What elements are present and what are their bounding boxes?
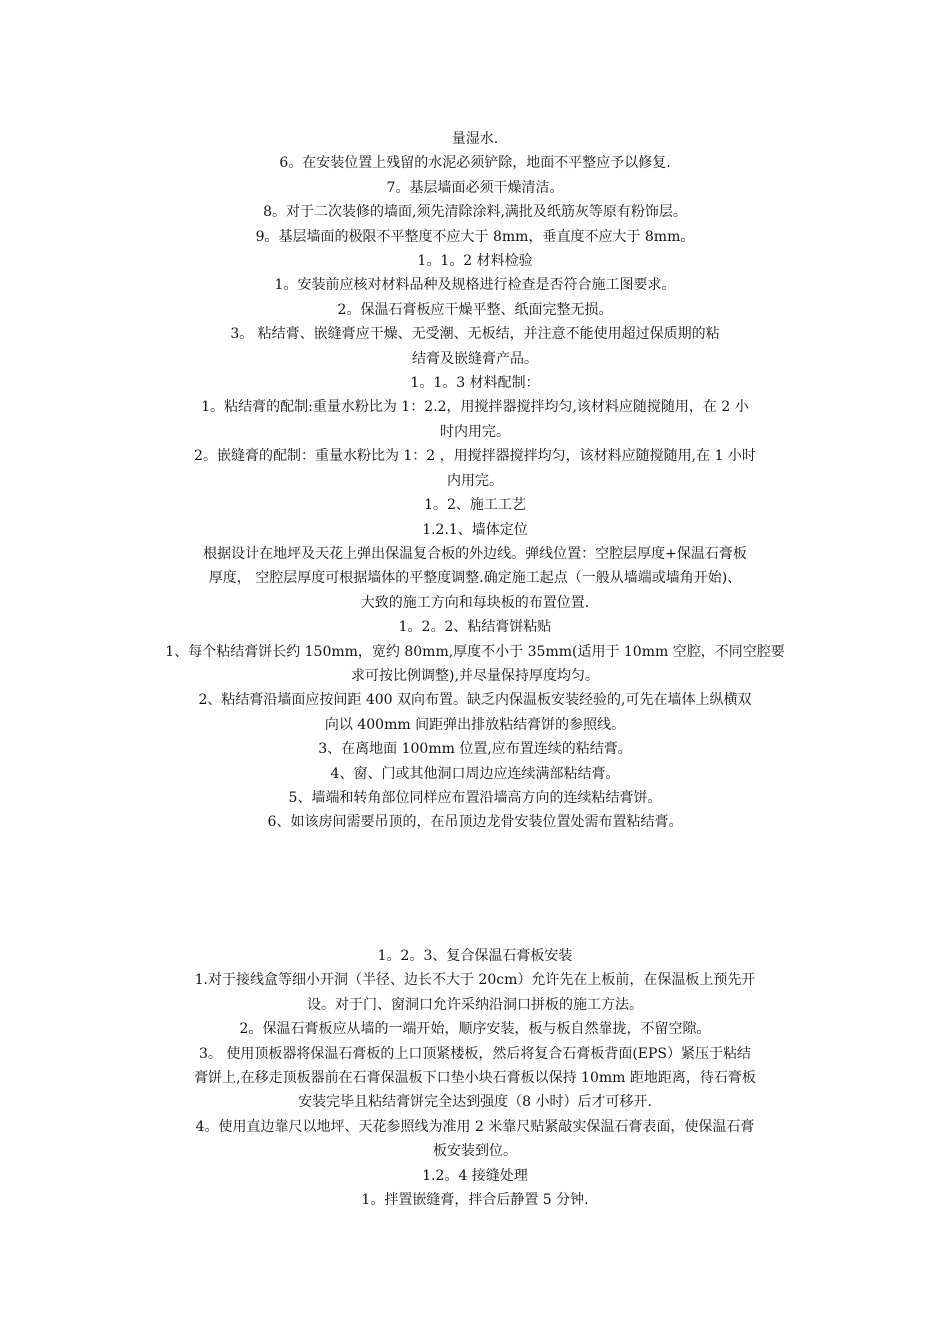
text-line: 安装完毕且粘结膏饼完全达到强度（8 小时）后才可移开.	[298, 1094, 652, 1111]
text-line: 3。 粘结膏、嵌缝膏应干燥、无受潮、无板结，并注意不能使用超过保质期的粘	[230, 326, 720, 343]
text-line: 设。对于门、窗洞口允许采纳沿洞口拼板的施工方法。	[307, 996, 643, 1013]
text-line: 厚度， 空腔层厚度可根据墙体的平整度调整.确定施工起点（一般从墙端或墙角开始)、	[208, 570, 742, 587]
text-line: 量湿水.	[451, 131, 499, 147]
text-line: 4。使用直边靠尺以地坪、天花参照线为准用 2 米靠尺贴紧敲实保温石膏表面，使保温石膏	[195, 1118, 755, 1135]
text-line: 3、在离地面 100mm 位置,应布置连续的粘结膏。	[318, 741, 632, 758]
text-line: 7。基层墙面必须干燥清洁。	[386, 179, 564, 196]
text-line: 内用完。	[447, 472, 503, 489]
text-line: 大致的施工方向和每块板的布置位置.	[360, 594, 590, 611]
text-line: 1。安装前应核对材料品种及规格进行检查是否符合施工图要求。	[274, 277, 676, 294]
text-line: 1、每个粘结膏饼长约 150mm，宽约 80mm,厚度不小于 35mm(适用于 10mm 空腔，不同空腔要	[165, 643, 785, 660]
section-heading: 1。2、施工工艺	[424, 497, 526, 514]
section-heading: 1。1。2 材料检验	[417, 253, 533, 270]
text-line: 时内用完。	[440, 423, 510, 440]
section-heading: 1。2。3、复合保温石膏板安装	[377, 948, 573, 964]
text-line: 向以 400mm 间距弹出排放粘结膏饼的参照线。	[324, 716, 626, 733]
section-heading: 1。2。2、粘结膏饼粘贴	[398, 619, 552, 636]
section-heading: 1.2。4 接缝处理	[422, 1167, 528, 1184]
text-line: 2。嵌缝膏的配制：重量水粉比为 1：2 ，用搅拌器搅拌均匀，该材料应随搅随用,在 1 小时	[194, 448, 756, 465]
text-line: 求可按比例调整),并尽量保持厚度均匀。	[351, 667, 599, 684]
text-line: 1。粘结膏的配制:重量水粉比为 1：2.2，用搅拌器搅拌均匀,该材料应随搅随用，在 2 小	[201, 399, 749, 416]
text-line: 8。对于二次装修的墙面,须先清除涂料,满批及纸筋灰等原有粉饰层。	[263, 204, 687, 221]
text-line: 2、粘结膏沿墙面应按间距 400 双向布置。缺乏内保温板安装经验的,可先在墙体上纵横双	[198, 692, 752, 709]
text-line: 4、窗、门或其他洞口周边应连续满部粘结膏。	[330, 765, 620, 782]
text-line: 2。保温石膏板应从墙的一端开始，顺序安装，板与板自然靠拢，不留空隙。	[239, 1021, 711, 1038]
text-line: 1.对于接线盒等细小开洞（半径、边长不大于 20cm）允许先在上板前，在保温板上预先开	[194, 972, 756, 989]
section-heading: 1。1。3 材料配制：	[410, 375, 540, 392]
text-line: 6。在安装位置上残留的水泥必须铲除，地面不平整应予以修复.	[279, 155, 671, 172]
text-line: 根据设计在地坪及天花上弹出保温复合板的外边线。弹线位置：空腔层厚度+保温石膏板	[203, 545, 747, 562]
text-block-upper	[130, 127, 820, 835]
text-line: 3。 使用顶板器将保温石膏板的上口顶紧楼板，然后将复合石膏板背面(EPS）紧压于粘结	[198, 1045, 752, 1062]
text-line: 9。基层墙面的极限不平整度不应大于 8mm，垂直度不应大于 8mm。	[255, 228, 695, 245]
text-line: 1。拌置嵌缝膏，拌合后静置 5 分钟.	[361, 1192, 589, 1209]
text-line: 膏饼上,在移走顶板器前在石膏保温板下口垫小块石膏板以保持 10mm 距地距离，待石膏板	[194, 1070, 756, 1087]
text-line: 结膏及嵌缝膏产品。	[412, 350, 538, 367]
text-block-lower	[130, 944, 820, 1212]
text-line: 板安装到位。	[433, 1143, 517, 1160]
text-line: 5、墙端和转角部位同样应布置沿墙高方向的连续粘结膏饼。	[288, 789, 662, 806]
text-line: 6、如该房间需要吊顶的，在吊顶边龙骨安装位置处需布置粘结膏。	[267, 814, 683, 831]
text-line: 2。保温石膏板应干燥平整、纸面完整无损。	[337, 301, 613, 318]
section-heading: 1.2.1、墙体定位	[422, 521, 528, 538]
